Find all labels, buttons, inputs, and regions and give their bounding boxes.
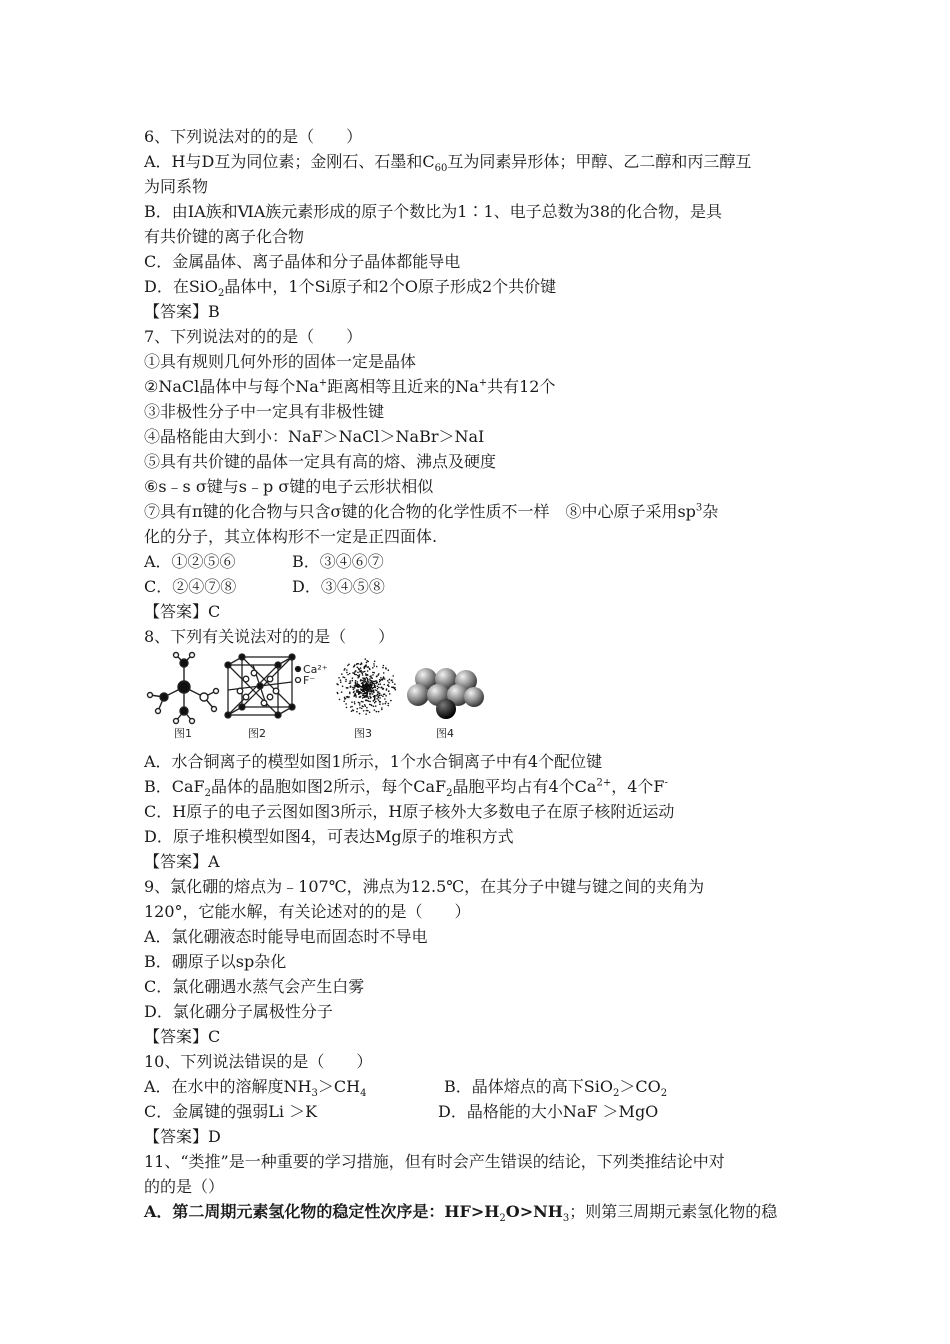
electron-dot	[362, 693, 364, 695]
electron-dot	[383, 684, 385, 686]
electron-dot	[381, 709, 383, 711]
electron-dot	[369, 676, 371, 678]
electron-dot	[369, 695, 371, 697]
electron-dot	[379, 681, 381, 683]
electron-dot	[377, 674, 379, 676]
electron-dot	[373, 692, 375, 694]
q9-stem-line1: 9、氯化硼的熔点为﹣107℃，沸点为12.5℃，在其分子中键与键之间的夹角为	[144, 877, 705, 896]
figure3-caption: 图3	[354, 727, 372, 740]
electron-dot	[355, 696, 357, 698]
electron-dot	[388, 703, 390, 705]
electron-dot	[361, 671, 363, 673]
electron-dot	[354, 703, 356, 705]
electron-dot	[366, 693, 368, 695]
electron-dot	[338, 677, 340, 679]
electron-dot	[359, 707, 361, 709]
electron-dot	[344, 697, 346, 699]
electron-dot	[368, 684, 370, 686]
electron-dot	[360, 680, 362, 682]
electron-dot	[372, 672, 374, 674]
electron-dot	[370, 688, 372, 690]
electron-dot	[363, 678, 365, 680]
figure2-caption: 图2	[248, 727, 266, 740]
electron-dot	[376, 711, 378, 713]
electron-dot	[362, 688, 364, 690]
electron-dot	[380, 677, 382, 679]
electron-dot	[384, 678, 386, 680]
electron-dot	[353, 666, 355, 668]
electron-dot	[362, 701, 364, 703]
electron-dot	[379, 703, 381, 705]
electron-dot	[359, 696, 361, 698]
electron-dot	[357, 667, 359, 669]
electron-dot	[366, 710, 368, 712]
electron-dot	[392, 681, 394, 683]
q7-option-b: B．③④⑥⑦	[292, 552, 384, 571]
electron-dot	[341, 691, 343, 693]
electron-dot	[339, 699, 341, 701]
q6-option-b-line1: B．由ⅠA族和ⅥA族元素形成的原子个数比为1∶1、电子总数为38的化合物，是具	[144, 202, 723, 221]
q6-option-b-line2: 有共价键的离子化合物	[144, 227, 305, 246]
electron-dot	[350, 706, 352, 708]
electron-dot	[384, 698, 386, 700]
electron-dot	[366, 662, 368, 664]
electron-dot	[365, 658, 367, 660]
electron-dot	[379, 697, 381, 699]
electron-dot	[355, 685, 357, 687]
electron-dot	[370, 697, 372, 699]
electron-dot	[361, 673, 363, 675]
q6-option-c: C．金属晶体、离子晶体和分子晶体都能导电	[144, 252, 461, 271]
electron-dot	[365, 685, 367, 687]
q10-stem: 10、下列说法错误的是（ ）	[144, 1052, 373, 1071]
electron-dot	[378, 711, 380, 713]
electron-dot	[373, 687, 375, 689]
electron-dot	[355, 674, 357, 676]
electron-dot	[358, 668, 360, 670]
figure4-caption: 图4	[436, 727, 454, 740]
q11-stem-line2: 的的是（）	[144, 1177, 225, 1196]
electron-dot	[346, 696, 348, 698]
electron-dot	[392, 687, 394, 689]
q6-answer: 【答案】B	[144, 302, 220, 321]
electron-dot	[371, 685, 373, 687]
electron-dot	[366, 699, 368, 701]
electron-dot	[349, 680, 351, 682]
electron-dot	[387, 680, 389, 682]
electron-dot	[352, 709, 354, 711]
electron-dot	[349, 693, 351, 695]
electron-dot	[394, 688, 396, 690]
electron-dot	[376, 676, 378, 678]
electron-dot	[371, 705, 373, 707]
electron-dot	[361, 683, 363, 685]
electron-dot	[376, 698, 378, 700]
electron-dot	[361, 689, 363, 691]
electron-dot	[376, 666, 378, 668]
q7-statement-8: 化的分子，其立体构形不一定是正四面体.	[144, 527, 438, 546]
electron-dot	[351, 701, 353, 703]
q10-option-a: A．在水中的溶解度$NH_3>CH_4$	[144, 1077, 367, 1100]
electron-dot	[365, 692, 367, 694]
electron-dot	[360, 685, 362, 687]
electron-dot	[377, 686, 379, 688]
q10-option-b: B．晶体熔点的高下$SiO_2>CO_2$	[444, 1077, 668, 1100]
electron-dot	[372, 674, 374, 676]
q6-stem: 6、下列说法对的的是（ ）	[144, 127, 363, 146]
q6-option-a-line2: 为同系物	[144, 177, 209, 196]
electron-dot	[364, 671, 366, 673]
electron-dot	[373, 681, 375, 683]
q7-option-a: A．①②⑤⑥	[144, 552, 236, 571]
electron-dot	[369, 704, 371, 706]
electron-dot	[371, 680, 373, 682]
electron-dot	[376, 682, 378, 684]
electron-dot	[382, 696, 384, 698]
electron-dot	[344, 677, 346, 679]
electron-dot	[371, 691, 373, 693]
electron-dot	[372, 689, 374, 691]
q7-statement-4: ④晶格能由大到小：NaF＞NaCl＞NaBr＞NaI	[144, 427, 485, 446]
electron-dot	[372, 667, 374, 669]
electron-dot	[365, 673, 367, 675]
electron-dot	[375, 695, 377, 697]
q9-answer: 【答案】C	[144, 1027, 221, 1046]
electron-dot	[374, 709, 376, 711]
q9-option-a: A．氯化硼液态时能导电而固态时不导电	[144, 927, 428, 946]
q10-answer: 【答案】D	[144, 1127, 221, 1146]
electron-dot	[389, 693, 391, 695]
electron-dot	[380, 683, 382, 685]
electron-dot	[340, 679, 342, 681]
electron-dot	[362, 697, 364, 699]
electron-dot	[378, 699, 380, 701]
electron-dot	[364, 691, 366, 693]
electron-dot	[369, 693, 371, 695]
electron-dot	[363, 710, 365, 712]
electron-dot	[381, 687, 383, 689]
q7-statement-6: ⑥s﹣s σ键与s﹣p σ键的电子云形状相似	[144, 477, 434, 496]
electron-dot	[345, 703, 347, 705]
electron-dot	[364, 696, 366, 698]
electron-dot	[344, 668, 346, 670]
q8-option-a: A．水合铜离子的模型如图1所示，1个水合铜离子中有4个配位键	[144, 752, 603, 771]
electron-dot	[347, 665, 349, 667]
electron-dot	[388, 682, 390, 684]
electron-dot	[378, 687, 380, 689]
electron-dot	[364, 687, 366, 689]
electron-dot	[367, 670, 369, 672]
electron-dot	[389, 679, 391, 681]
electron-dot	[382, 703, 384, 705]
electron-dot	[369, 711, 371, 713]
electron-dot	[341, 673, 343, 675]
legend-ca-label: Ca²⁺	[303, 663, 328, 676]
electron-dot	[366, 682, 368, 684]
figure1-model	[148, 653, 219, 724]
electron-dot	[359, 669, 361, 671]
q8-figures	[144, 651, 484, 741]
q10-option-d: D．晶格能的大小NaF ＞MgO	[438, 1102, 659, 1121]
figure4-stacking-model	[407, 668, 484, 719]
electron-dot	[368, 688, 370, 690]
electron-dot	[369, 668, 371, 670]
q7-statement-1: ①具有规则几何外形的固体一定是晶体	[144, 352, 417, 371]
electron-dot	[365, 690, 367, 692]
electron-dot	[354, 695, 356, 697]
electron-dot	[377, 696, 379, 698]
q8-option-b: B．CaF$_2$晶体的晶胞如图2所示，每个CaF$_2$晶胞平均占有4个$Ca^{2+}$，4个F-	[144, 777, 668, 800]
electron-dot	[383, 688, 385, 690]
q10-option-c: C．金属键的强弱Li ＞K	[144, 1102, 318, 1121]
electron-dot	[357, 672, 359, 674]
electron-dot	[352, 680, 354, 682]
electron-dot	[357, 681, 359, 683]
q9-option-c: C．氯化硼遇水蒸气会产生白雾	[144, 977, 365, 996]
electron-dot	[359, 674, 361, 676]
electron-dot	[362, 674, 364, 676]
electron-dot	[369, 691, 371, 693]
electron-dot	[361, 686, 363, 688]
figure2-unit-cell	[225, 654, 301, 718]
electron-dot	[358, 663, 360, 665]
electron-dot	[371, 677, 373, 679]
electron-dot	[343, 701, 345, 703]
electron-dot	[352, 672, 354, 674]
electron-dot	[383, 665, 385, 667]
q7-statement-7: ⑦具有π键的化合物与只含σ键的化合物的化学性质不一样 ⑧中心原子采用$sp^3$杂	[144, 502, 719, 521]
electron-dot	[368, 666, 370, 668]
electron-dot	[365, 713, 367, 715]
electron-dot	[381, 707, 383, 709]
electron-dot	[374, 695, 376, 697]
electron-dot	[369, 687, 371, 689]
electron-dot	[361, 701, 363, 703]
electron-dot	[359, 713, 361, 715]
electron-dot	[368, 698, 370, 700]
q7-option-d: D．③④⑤⑧	[292, 577, 385, 596]
electron-dot	[351, 710, 353, 712]
electron-dot	[351, 706, 353, 708]
q9-stem-line2: 120°，它能水解，有关论述对的的是（ ）	[144, 902, 471, 921]
q9-option-d: D．氯化硼分子属极性分子	[144, 1002, 333, 1021]
electron-dot	[361, 708, 363, 710]
electron-dot	[342, 686, 344, 688]
electron-dot	[367, 696, 369, 698]
electron-dot	[367, 674, 369, 676]
electron-dot	[357, 677, 359, 679]
electron-dot	[337, 692, 339, 694]
electron-dot	[360, 664, 362, 666]
electron-dot	[349, 673, 351, 675]
q8-answer: 【答案】A	[144, 852, 220, 871]
electron-dot	[387, 705, 389, 707]
electron-dot	[355, 680, 357, 682]
electron-dot	[354, 687, 356, 689]
electron-dot	[354, 701, 356, 703]
electron-dot	[355, 683, 357, 685]
electron-dot	[388, 669, 390, 671]
q11-option-a: A．第二周期元素氢化物的稳定性次序是：$HF>H_2O>NH_3$；则第三周期元素氢化物的稳	[144, 1202, 778, 1225]
electron-dot	[367, 691, 369, 693]
electron-dot	[355, 682, 357, 684]
electron-dot	[348, 696, 350, 698]
figure3-electron-cloud	[336, 658, 396, 715]
electron-dot	[340, 681, 342, 683]
electron-dot	[380, 701, 382, 703]
electron-dot	[394, 683, 396, 685]
electron-dot	[365, 705, 367, 707]
electron-dot	[368, 700, 370, 702]
electron-dot	[360, 670, 362, 672]
q7-statement-5: ⑤具有共价键的晶体一定具有高的熔、沸点及硬度	[144, 452, 497, 471]
electron-dot	[374, 689, 376, 691]
q8-stem: 8、下列有关说法对的的是（ ）	[144, 627, 395, 646]
electron-dot	[378, 684, 380, 686]
q7-option-c: C．②④⑦⑧	[144, 577, 237, 596]
electron-dot	[354, 673, 356, 675]
electron-dot	[374, 661, 376, 663]
electron-dot	[362, 671, 364, 673]
electron-dot	[359, 702, 361, 704]
electron-dot	[361, 692, 363, 694]
electron-dot	[385, 703, 387, 705]
electron-dot	[382, 667, 384, 669]
q9-option-b: B．硼原子以sp杂化	[144, 952, 287, 971]
electron-dot	[363, 681, 365, 683]
q6-option-d: D．在SiO$_2$晶体中，1个Si原子和2个O原子形成2个共价键	[144, 277, 557, 300]
electron-dot	[372, 693, 374, 695]
electron-dot	[392, 675, 394, 677]
electron-dot	[346, 672, 348, 674]
electron-dot	[367, 661, 369, 663]
electron-dot	[350, 686, 352, 688]
electron-dot	[367, 710, 369, 712]
electron-dot	[347, 674, 349, 676]
electron-dot	[366, 687, 368, 689]
figure1-caption: 图1	[174, 727, 192, 740]
electron-dot	[380, 695, 382, 697]
electron-dot	[374, 685, 376, 687]
electron-dot	[352, 677, 354, 679]
electron-dot	[367, 679, 369, 681]
electron-dot	[385, 701, 387, 703]
electron-dot	[342, 676, 344, 678]
electron-dot	[391, 679, 393, 681]
electron-dot	[356, 711, 358, 713]
electron-dot	[385, 668, 387, 670]
electron-dot	[360, 667, 362, 669]
q6-option-a-line1: A．H与D互为同位素；金刚石、石墨和$C_{60}$互为同素异形体；甲醇、乙二醇和丙三醇互	[144, 152, 752, 175]
electron-dot	[385, 695, 387, 697]
q11-stem-line1: 11、“类推”是一种重要的学习措施，但有时会产生错误的结论，下列类推结论中对	[144, 1152, 725, 1171]
electron-dot	[345, 679, 347, 681]
electron-dot	[336, 683, 338, 685]
electron-dot	[387, 685, 389, 687]
electron-dot	[353, 689, 355, 691]
electron-dot	[383, 677, 385, 679]
electron-dot	[373, 665, 375, 667]
q7-statement-3: ③非极性分子中一定具有非极性键	[144, 402, 385, 421]
q8-option-c: C．H原子的电子云图如图3所示，H原子核外大多数电子在原子核附近运动	[144, 802, 675, 821]
electron-dot	[373, 683, 375, 685]
electron-dot	[373, 700, 375, 702]
electron-dot	[346, 707, 348, 709]
electron-dot	[375, 687, 377, 689]
electron-dot	[375, 705, 377, 707]
electron-dot	[358, 693, 360, 695]
electron-dot	[369, 678, 371, 680]
electron-dot	[362, 706, 364, 708]
electron-dot	[369, 701, 371, 703]
electron-dot	[376, 690, 378, 692]
electron-dot	[368, 681, 370, 683]
electron-dot	[363, 667, 365, 669]
electron-dot	[345, 681, 347, 683]
electron-dot	[373, 663, 375, 665]
electron-dot	[377, 688, 379, 690]
electron-dot	[352, 687, 354, 689]
electron-dot	[345, 698, 347, 700]
electron-dot	[384, 693, 386, 695]
electron-dot	[373, 706, 375, 708]
electron-dot	[363, 695, 365, 697]
q7-answer: 【答案】C	[144, 602, 221, 621]
electron-dot	[361, 662, 363, 664]
electron-dot	[355, 670, 357, 672]
electron-dot	[377, 694, 379, 696]
electron-dot	[357, 708, 359, 710]
electron-dot	[350, 682, 352, 684]
electron-dot	[386, 688, 388, 690]
electron-dot	[357, 689, 359, 691]
electron-dot	[366, 707, 368, 709]
electron-dot	[346, 669, 348, 671]
q8-option-d: D．原子堆积模型如图4，可表达Mg原子的堆积方式	[144, 827, 514, 846]
q7-statement-2: ②NaCl晶体中与每个Na+距离相等且近来的Na+共有12个	[144, 377, 556, 396]
electron-dot	[364, 704, 366, 706]
electron-dot	[376, 680, 378, 682]
electron-dot	[347, 687, 349, 689]
electron-dot	[388, 691, 390, 693]
electron-dot	[377, 691, 379, 693]
electron-dot	[379, 693, 381, 695]
electron-dot	[362, 683, 364, 685]
electron-dot	[390, 700, 392, 702]
electron-dot	[359, 704, 361, 706]
electron-dot	[395, 689, 397, 691]
electron-dot	[374, 702, 376, 704]
q7-stem: 7、下列说法对的的是（ ）	[144, 327, 363, 346]
electron-dot	[381, 679, 383, 681]
legend-f-label: F⁻	[303, 674, 316, 687]
electron-dot	[383, 672, 385, 674]
electron-dot	[353, 692, 355, 694]
electron-dot	[364, 679, 366, 681]
